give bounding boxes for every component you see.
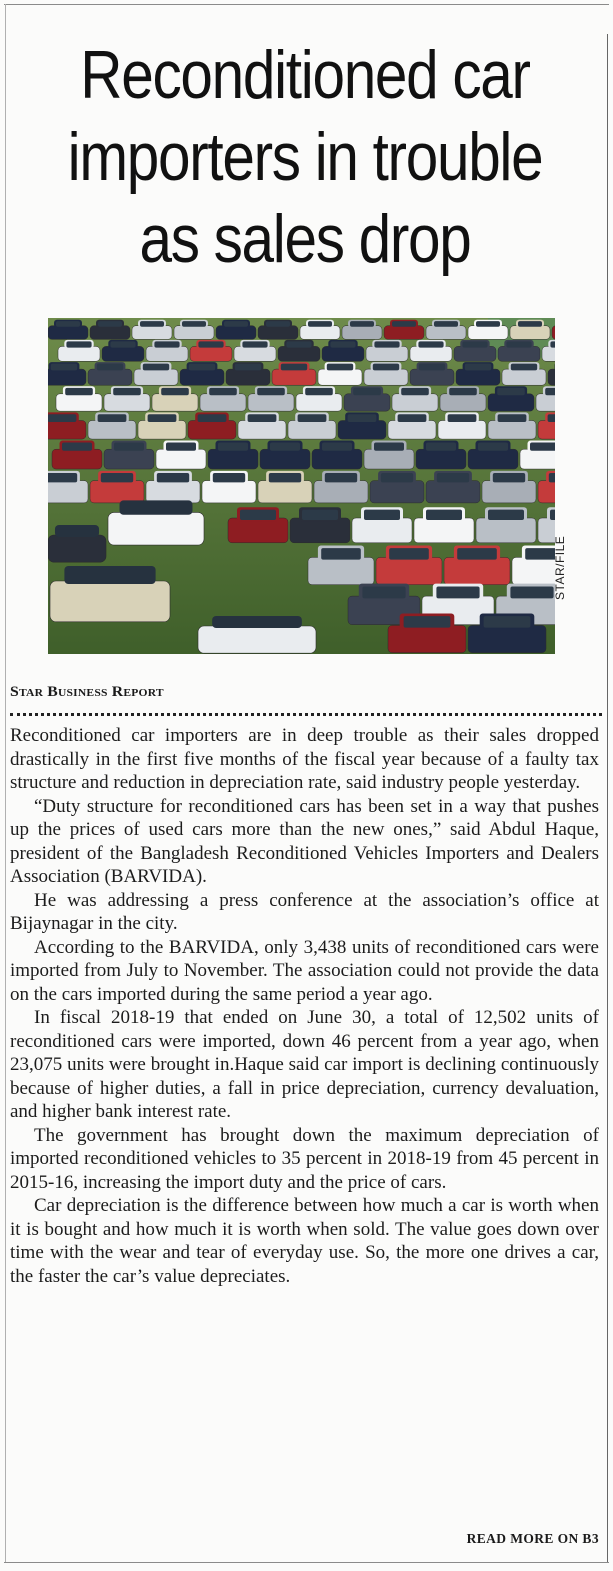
paragraph: Car depreciation is the difference between how much a car is worth when it is bought and how much it is worth when sold. The value goes down over time with the wear and tear of everyday use. So, the more one drives a car, the faster the car’s value depreciates.	[10, 1195, 599, 1287]
car	[208, 441, 258, 469]
read-more-link[interactable]: READ MORE ON B3	[466, 1531, 599, 1546]
car-lot-photo	[48, 318, 555, 654]
paragraph: According to the BARVIDA, only 3,438 units of reconditioned cars were imported from July to November. The association could not provide the data on the cars imported during the same period a year ago.	[10, 936, 599, 1005]
car	[388, 614, 466, 653]
car	[198, 616, 316, 653]
bottom-rule	[4, 1562, 609, 1563]
car	[260, 441, 310, 469]
car	[190, 340, 232, 361]
car	[50, 566, 170, 622]
car	[376, 546, 442, 585]
car	[58, 340, 100, 361]
car	[296, 386, 342, 411]
paragraph: Reconditioned car importers are in deep trouble as their sales dropped drastically in the first five months of the fiscal year because of a faulty tax structure and reduction in depreciation rate, said industry people yesterday.	[10, 725, 599, 793]
headline	[51, 34, 558, 280]
car	[288, 412, 336, 439]
car	[134, 362, 178, 385]
headline-line-3: as sales drop	[139, 201, 471, 277]
car	[410, 362, 454, 385]
car	[488, 412, 536, 439]
car	[312, 441, 362, 469]
car	[364, 441, 414, 469]
car	[414, 507, 474, 543]
car	[56, 386, 102, 411]
car	[352, 507, 412, 543]
headline-line-1: Reconditioned car	[80, 37, 530, 113]
paragraph: In fiscal 2018-19 that ended on June 30, a total of 12,502 units of reconditioned cars were imported, down 46 percent from a year ago, when 23,075 units were brought in.Haque said car import is declining continuously because of higher duties, a fall in price depreciation, currency devaluation, and higher bank interest rate.	[10, 1007, 599, 1122]
car	[468, 614, 546, 653]
car	[52, 441, 102, 469]
photo-credit: STAR/FILE	[553, 535, 567, 600]
car	[104, 441, 154, 469]
car	[476, 507, 536, 543]
car	[290, 507, 350, 543]
left-rule	[5, 4, 6, 1563]
car	[468, 441, 518, 469]
car	[146, 471, 200, 503]
car	[338, 412, 386, 439]
car	[156, 441, 206, 469]
article-photo	[48, 318, 555, 654]
column-divider	[607, 34, 608, 1563]
car	[416, 441, 466, 469]
car	[456, 362, 500, 385]
car	[388, 412, 436, 439]
byline: Star Business Report	[10, 684, 164, 700]
car	[180, 362, 224, 385]
dotted-separator	[10, 713, 602, 716]
car	[488, 386, 534, 411]
car	[438, 412, 486, 439]
car	[202, 471, 256, 503]
car	[226, 362, 270, 385]
headline-line-2: importers in trouble	[67, 119, 543, 195]
car	[314, 471, 368, 503]
car	[238, 412, 286, 439]
car	[370, 471, 424, 503]
car	[104, 386, 150, 411]
article-body	[10, 724, 599, 1288]
paragraph: He was addressing a press conference at the association’s office at Bijaynagar in the city.	[10, 889, 599, 934]
car	[364, 362, 408, 385]
car	[228, 507, 288, 543]
car	[272, 362, 316, 385]
paragraph: The government has brought down the maximum depreciation of imported reconditioned vehicles to 35 percent in 2018-19 from 45 percent in 2015-16, increasing the import duty and the price of cars.	[10, 1124, 599, 1193]
car	[48, 525, 106, 562]
car	[102, 340, 144, 361]
car	[344, 386, 390, 411]
car	[318, 362, 362, 385]
car	[426, 471, 480, 503]
car	[308, 546, 374, 585]
car	[108, 500, 204, 545]
car	[258, 471, 312, 503]
paragraph: “Duty structure for reconditioned cars has been set in a way that pushes up the prices of used cars more than the new ones,” said Abdul Haque, president of the Bangladesh Reconditioned Vehicles Importers and Dealers Association (BARVIDA).	[10, 795, 599, 887]
car	[440, 386, 486, 411]
car	[392, 386, 438, 411]
top-rule	[4, 4, 609, 5]
car	[90, 471, 144, 503]
car	[146, 340, 188, 361]
car	[444, 546, 510, 585]
